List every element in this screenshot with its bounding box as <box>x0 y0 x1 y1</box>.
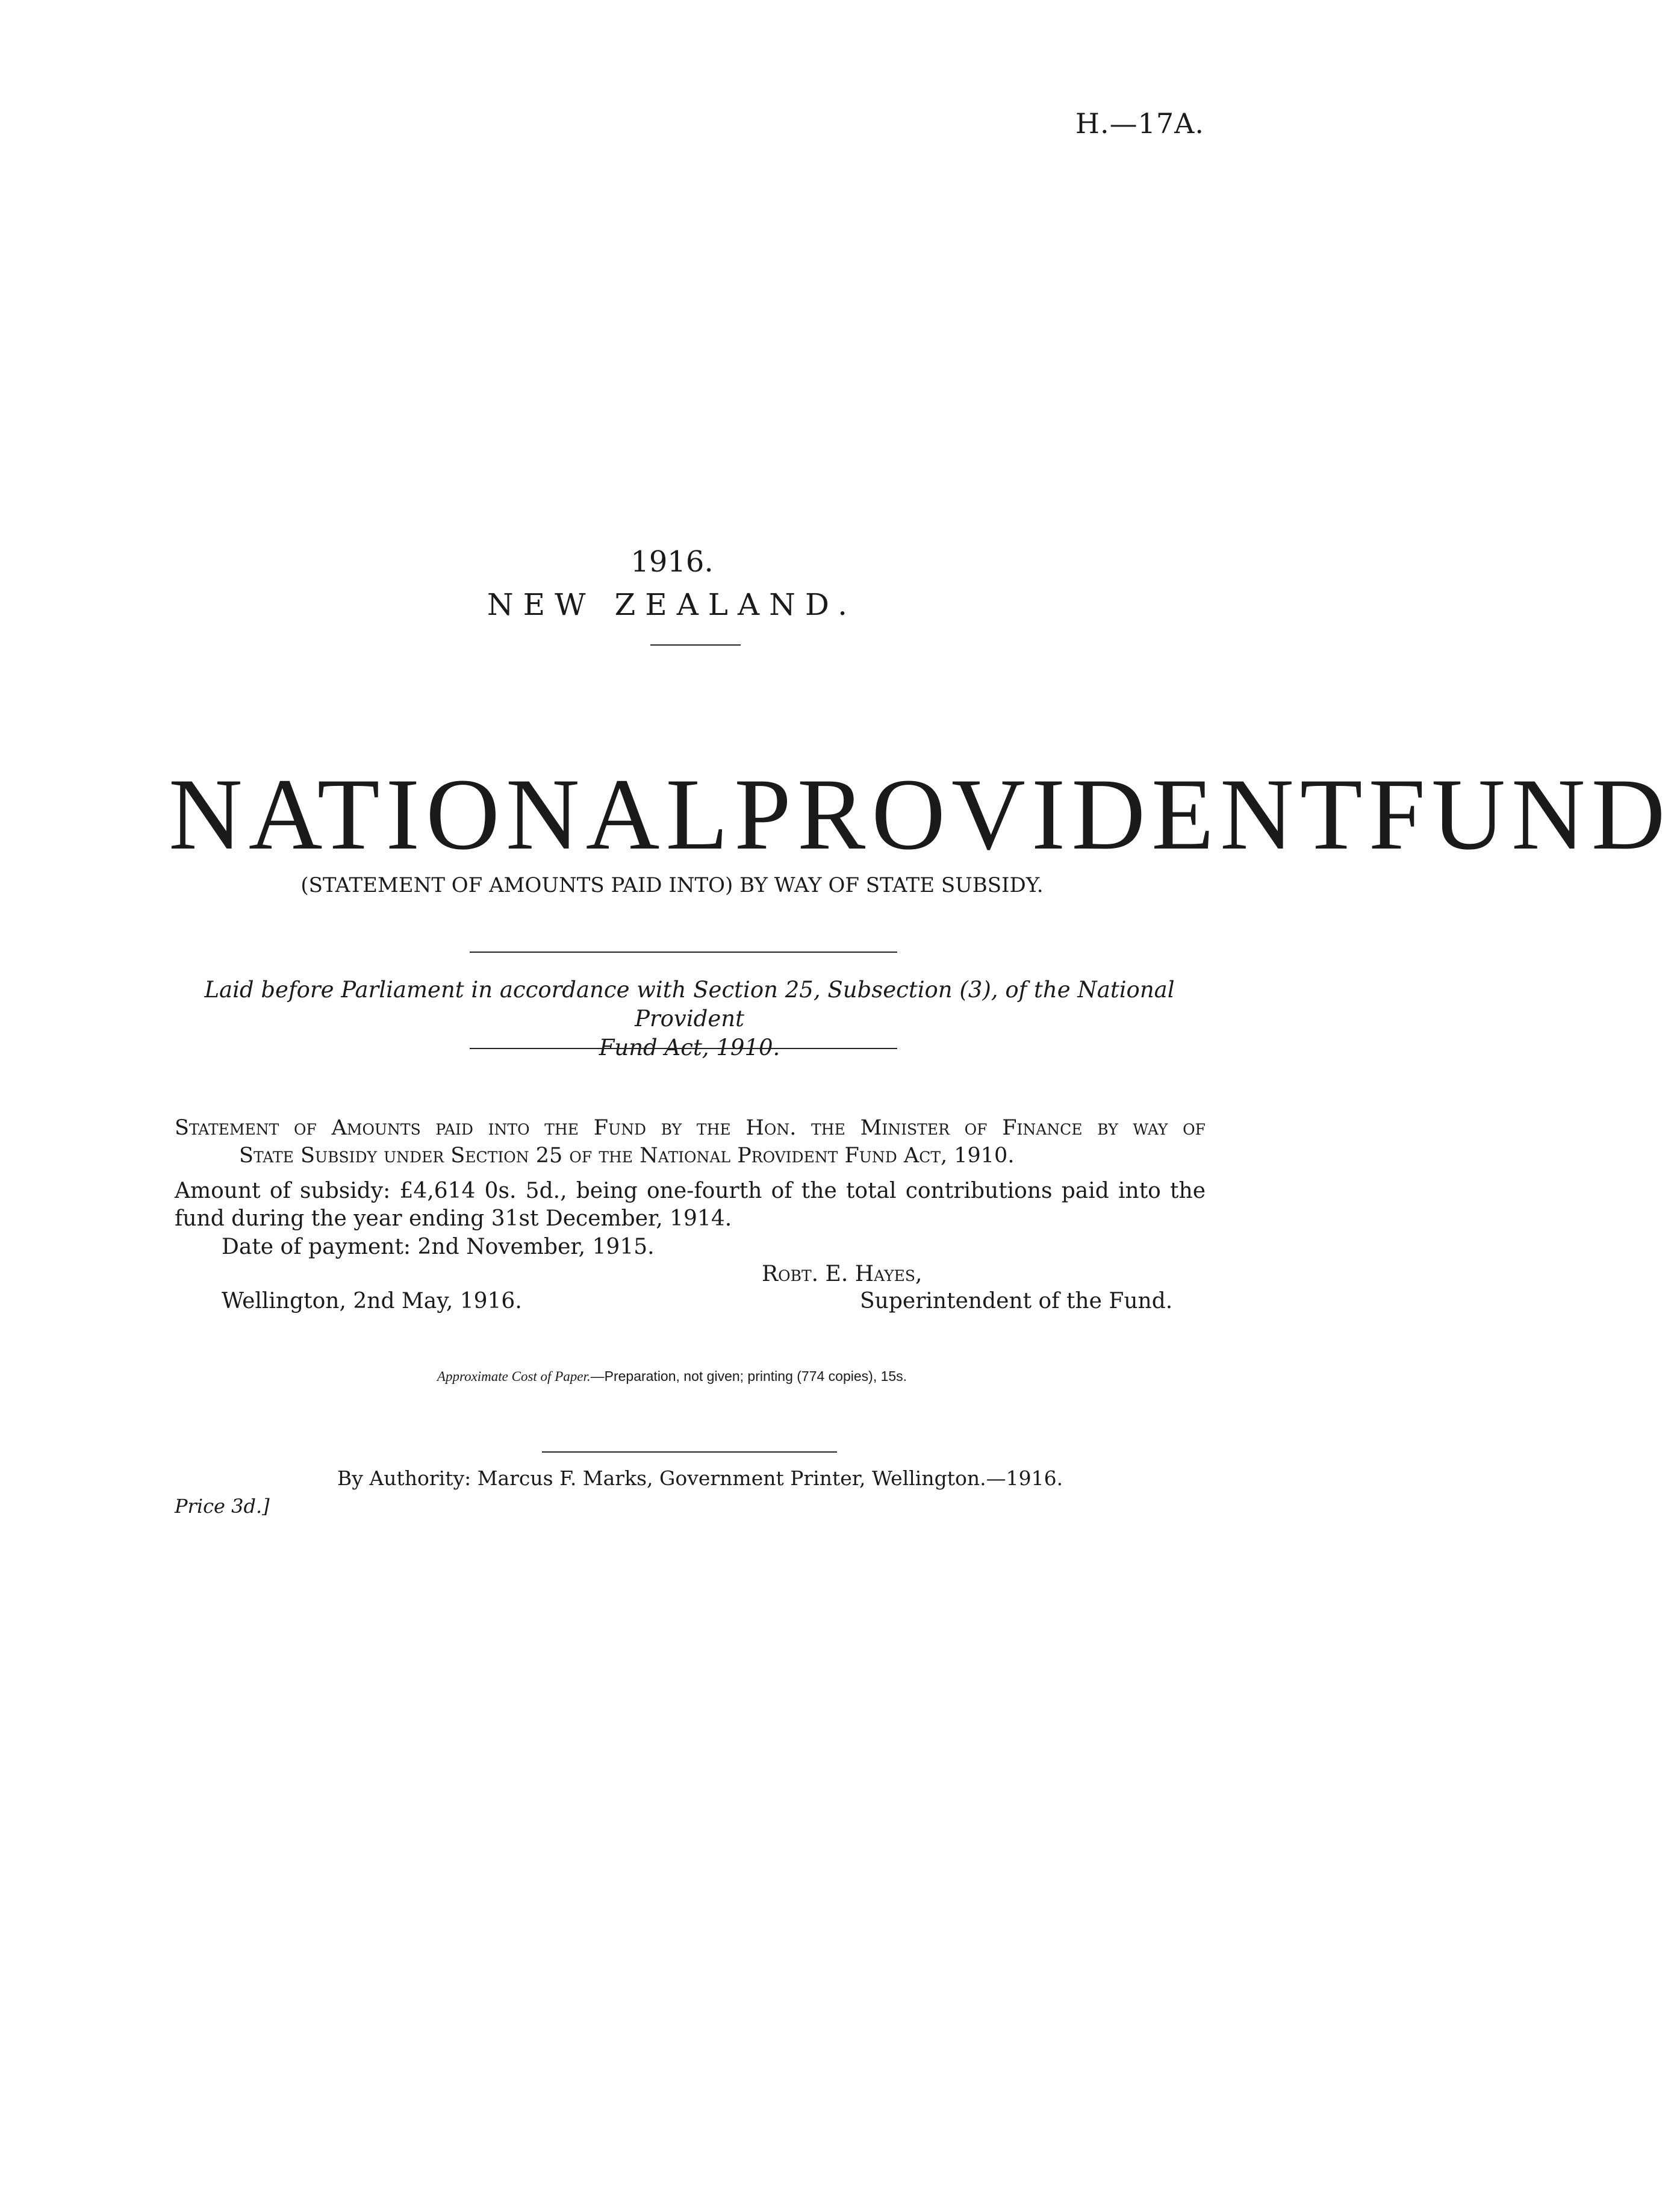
divider-bottom <box>470 1048 897 1049</box>
amount-line-2: fund during the year ending 31st December, 1914. <box>175 1206 732 1231</box>
laid-before-notice <box>175 976 1204 1062</box>
cost-text: —Preparation, not given; printing (774 copies), 15s. <box>590 1368 907 1384</box>
statement-heading-line-2: State Subsidy under Section 25 of the National Provident Fund Act, 1910. <box>239 1144 1015 1168</box>
amount-line-1: Amount of subsidy: £4,614 0s. 5d., being one-fourth of the total contributions paid into the <box>175 1179 1206 1203</box>
divider-authority <box>542 1451 837 1453</box>
date-of-payment: Date of payment: 2nd November, 1915. <box>222 1235 655 1259</box>
page-subtitle: (STATEMENT OF AMOUNTS PAID INTO) BY WAY OF STATE SUBSIDY. <box>300 873 1044 897</box>
printer-authority: By Authority: Marcus F. Marks, Government Printer, Wellington.—1916. <box>337 1466 1063 1490</box>
statement-heading-line-1: Statement of Amounts paid into the Fund by the Hon. the Minister of Finance by way of <box>175 1116 1206 1140</box>
laid-before-line-1: Laid before Parliament in accordance with Section 25, Subsection (3), of the National Provident <box>204 977 1175 1032</box>
place-and-date: Wellington, 2nd May, 1916. <box>222 1289 522 1313</box>
document-reference: H.—17A. <box>1075 107 1204 140</box>
title-word-national: NATIONAL <box>169 758 735 871</box>
signer-name: Robt. E. Hayes, <box>762 1262 923 1286</box>
page-title <box>169 756 1671 873</box>
price: Price 3d.] <box>175 1495 270 1518</box>
title-word-provident: PROVIDENT <box>734 758 1369 871</box>
divider-short <box>650 644 741 646</box>
amount-paragraph <box>175 1177 1206 1233</box>
cost-label: Approximate Cost of Paper. <box>437 1369 591 1384</box>
laid-before-line-2: Fund Act, 1910. <box>599 1035 780 1061</box>
cost-of-paper <box>0 1368 1344 1385</box>
year-heading: 1916. <box>630 545 714 579</box>
title-word-fund: FUND <box>1368 758 1671 871</box>
country-heading: NEW ZEALAND. <box>487 587 857 622</box>
divider-top <box>470 952 897 953</box>
signer-role: Superintendent of the Fund. <box>860 1289 1173 1313</box>
